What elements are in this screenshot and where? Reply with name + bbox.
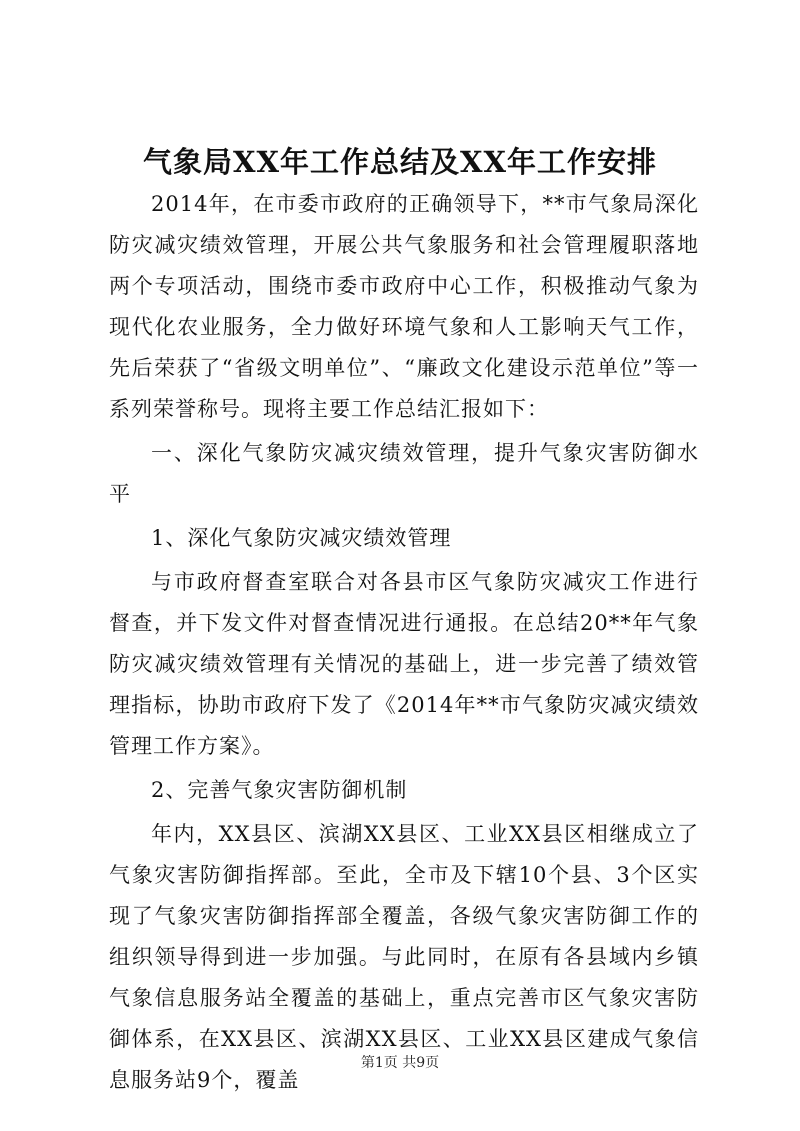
- section-heading-1: 一、深化气象防灾减灾绩效管理，提升气象灾害防御水平: [109, 441, 699, 506]
- paragraph-supervision: 与市政府督查室联合对各县市区气象防灾减灾工作进行督查，并下发文件对督查情况进行通报。在总结20**年气象防灾减灾绩效管理有关情况的基础上，进一步完善了绩效管理指标，协助市政府下发了《2014年**市气象防灾减灾绩效管理工作方案》。: [109, 570, 699, 758]
- subsection-heading-2: 2、完善气象灾害防御机制: [151, 778, 408, 802]
- page-footer: 第1页 共9页: [360, 1055, 440, 1071]
- subsection-heading-1: 1、深化气象防灾减灾绩效管理: [151, 526, 452, 550]
- document-title: 气象局XX年工作总结及XX年工作安排: [142, 145, 657, 179]
- document-body: [109, 184, 699, 1101]
- paragraph-defense-mechanism: 年内，XX县区、滨湖XX县区、工业XX县区相继成立了气象灾害防御指挥部。至此，全市及下辖10个县、3个区实现了气象灾害防御指挥部全覆盖，各级气象灾害防御工作的组织领导得到进一步加强。与此同时，在原有各县域内乡镇气象信息服务站全覆盖的基础上，重点完善市区气象灾害防御体系，在XX县区、滨湖XX县区、工业XX县区建成气象信息服务站9个，覆盖: [109, 822, 699, 1092]
- intro-paragraph: 2014年，在市委市政府的正确领导下，**市气象局深化防灾减灾绩效管理，开展公共气象服务和社会管理履职落地两个专项活动，围绕市委市政府中心工作，积极推动气象为现代化农业服务，全力做好环境气象和人工影响天气工作，先后荣获了“省级文明单位”、“廉政文化建设示范单位”等一系列荣誉称号。现将主要工作总结汇报如下：: [109, 192, 699, 421]
